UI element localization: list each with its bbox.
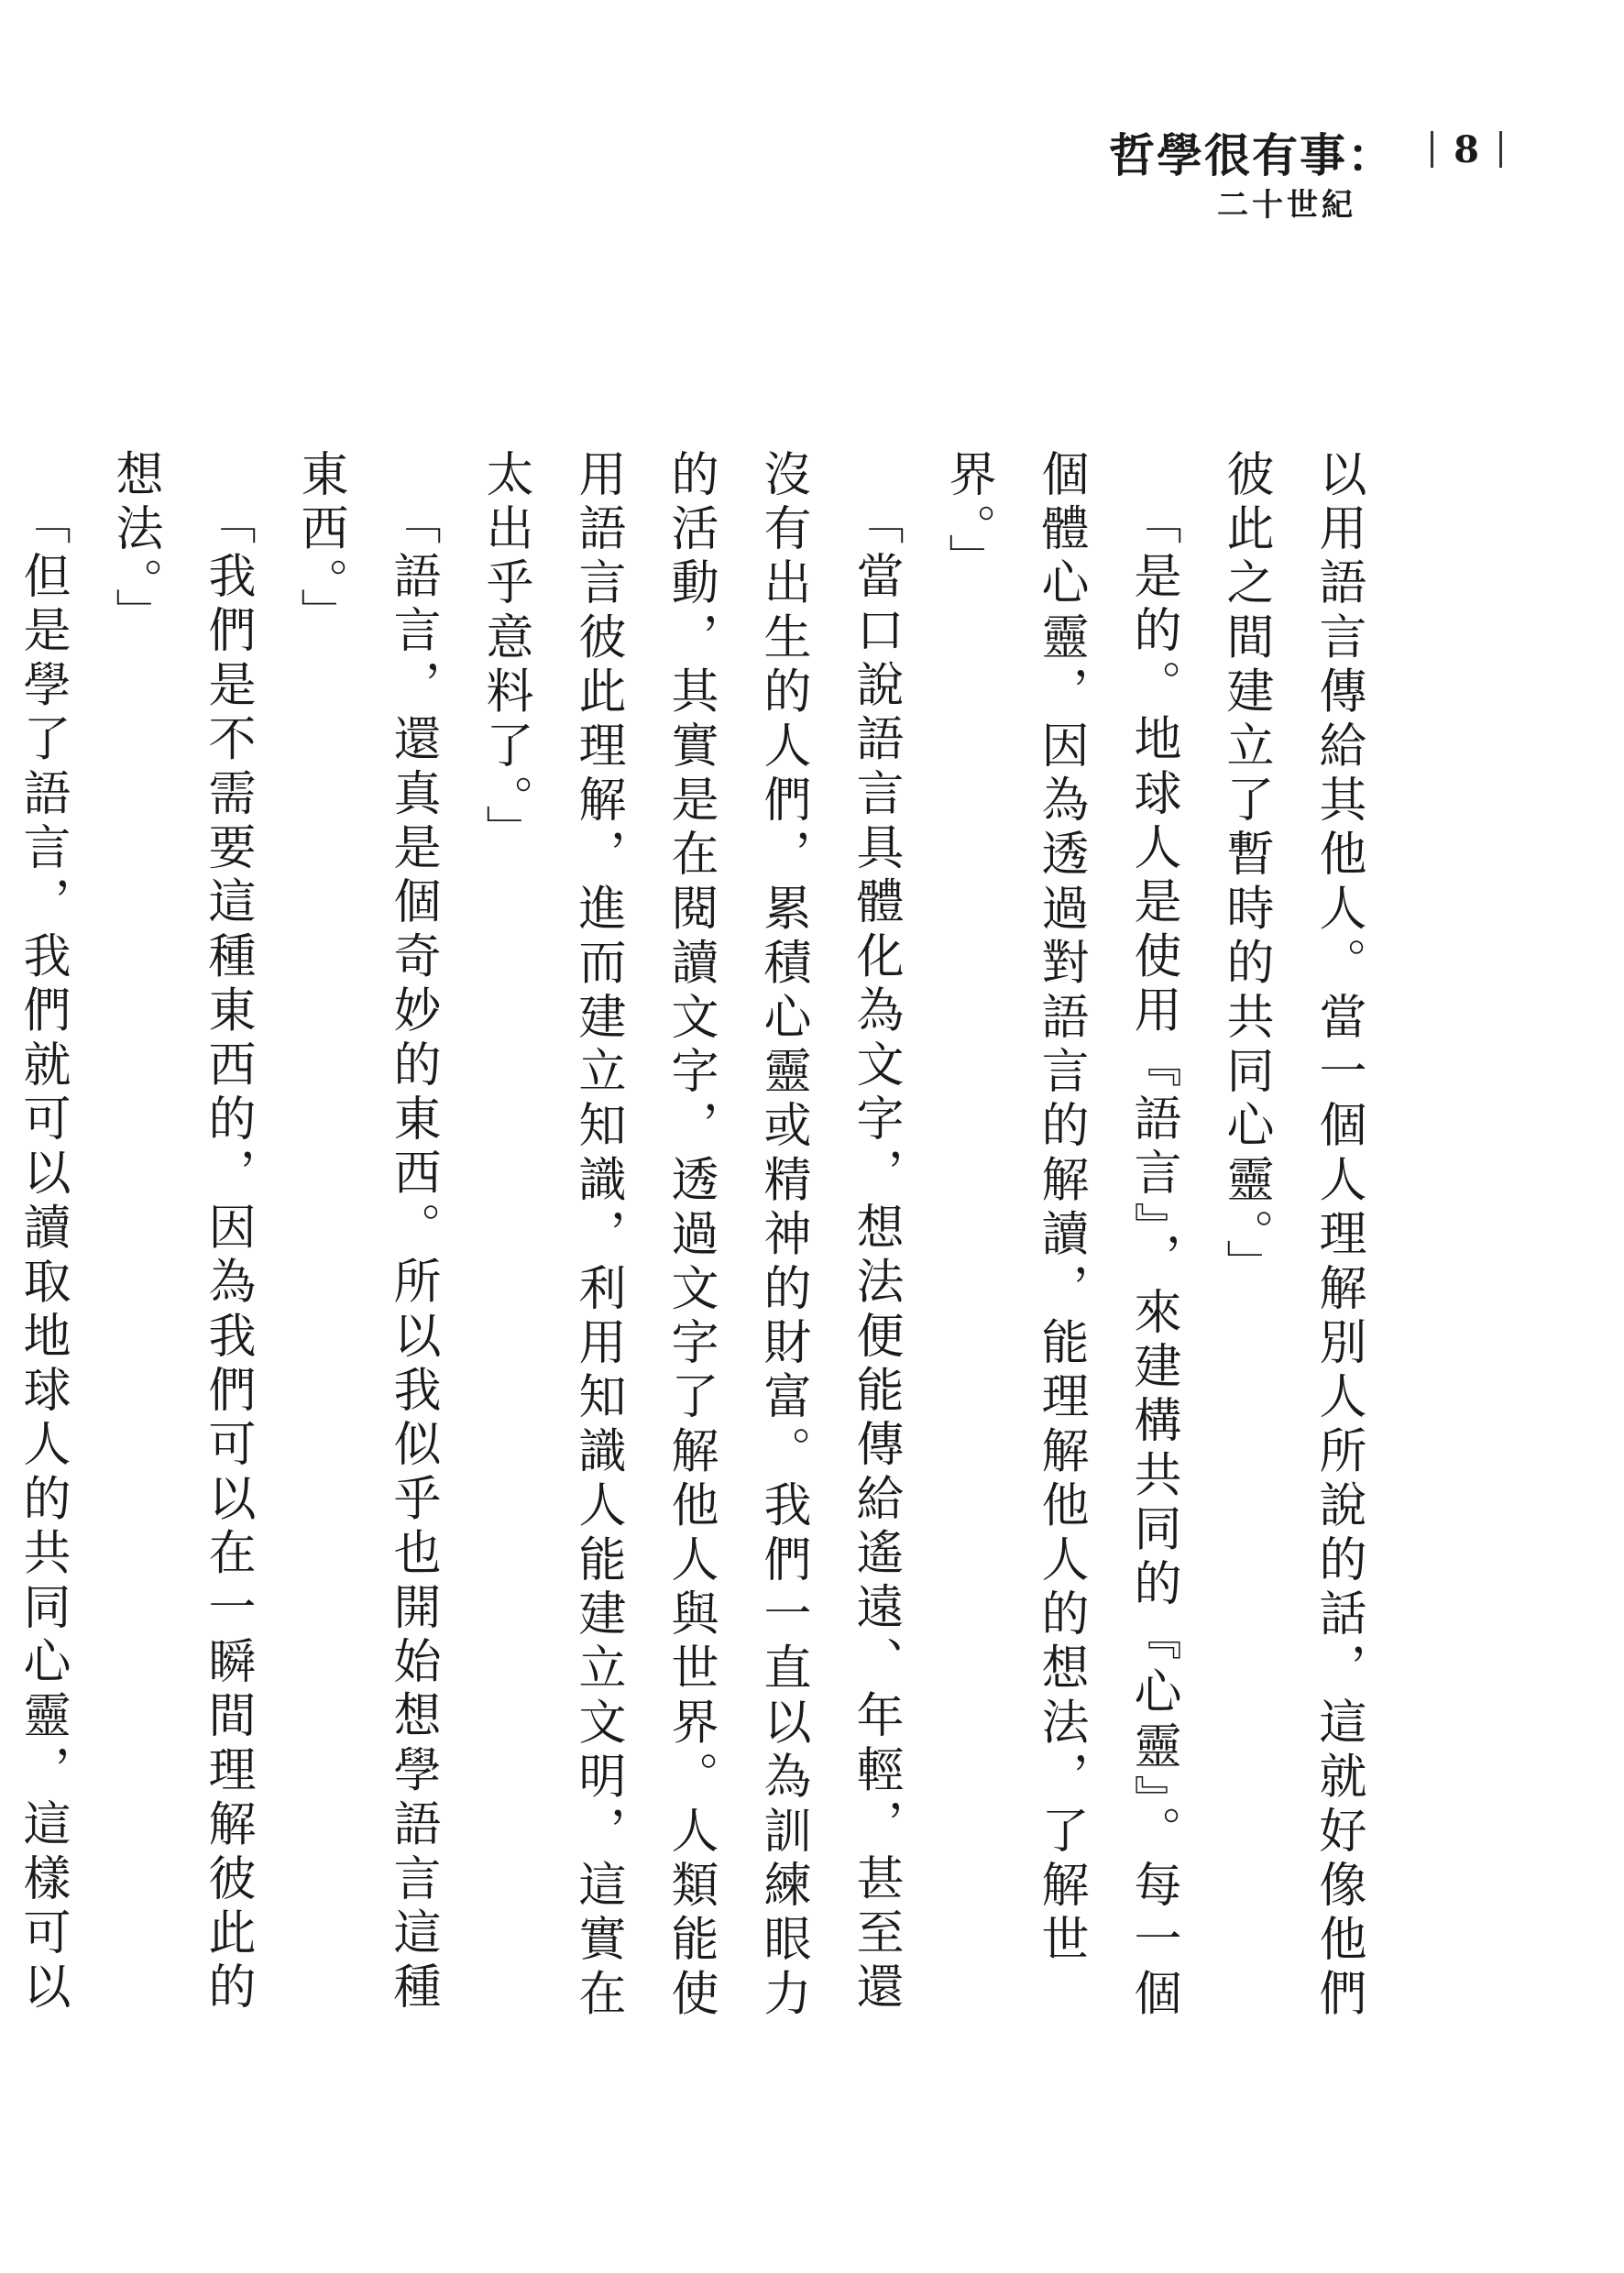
book-title: 哲學很有事：	[1109, 129, 1395, 182]
book-subtitle: 二十世紀	[1217, 187, 1356, 224]
paragraph: 「但是學了語言，我們就可以讀取地球人的共同心靈，這樣可以	[15, 497, 70, 2016]
page-number-box	[1421, 128, 1512, 170]
paragraph: 「語言，還真是個奇妙的東西。所以我似乎也開始想學語言這種東西。」	[292, 449, 440, 2016]
body-text	[15, 449, 1384, 2026]
page-number-divider-right	[1499, 131, 1502, 168]
paragraph: 「我們是不需要這種東西的，因為我們可以在一瞬間理解彼此的想法。」	[107, 449, 255, 2016]
page-number-divider-left	[1431, 131, 1433, 168]
paragraph: 「是的。地球人是使用『語言』，來建構共同的『心靈』。每一個個體心靈，因為透過對語言的解讀，能理解他人的想法，了解世界。」	[940, 449, 1180, 2023]
page-number: 8	[1454, 127, 1479, 171]
paragraph: 以用語言傳給其他人。當一個人理解別人所說的話，這就好像他們彼此之間建立了暫時的共同心靈。」	[1218, 449, 1366, 2023]
paragraph: 「當口說語言具體化為文字，想法便能傳給遙遠、年輕，甚至還沒有出生的人們，累積心靈或精神的財富。我們一直以為訓練眼力的活動，其實是在閱讀文字，透過文字了解他人與世界。人類能使用語言彼此理解，進而建立知識，利用知識人能建立文明，這實在太出乎意料了。」	[477, 449, 903, 2023]
page-header	[1081, 119, 1521, 229]
